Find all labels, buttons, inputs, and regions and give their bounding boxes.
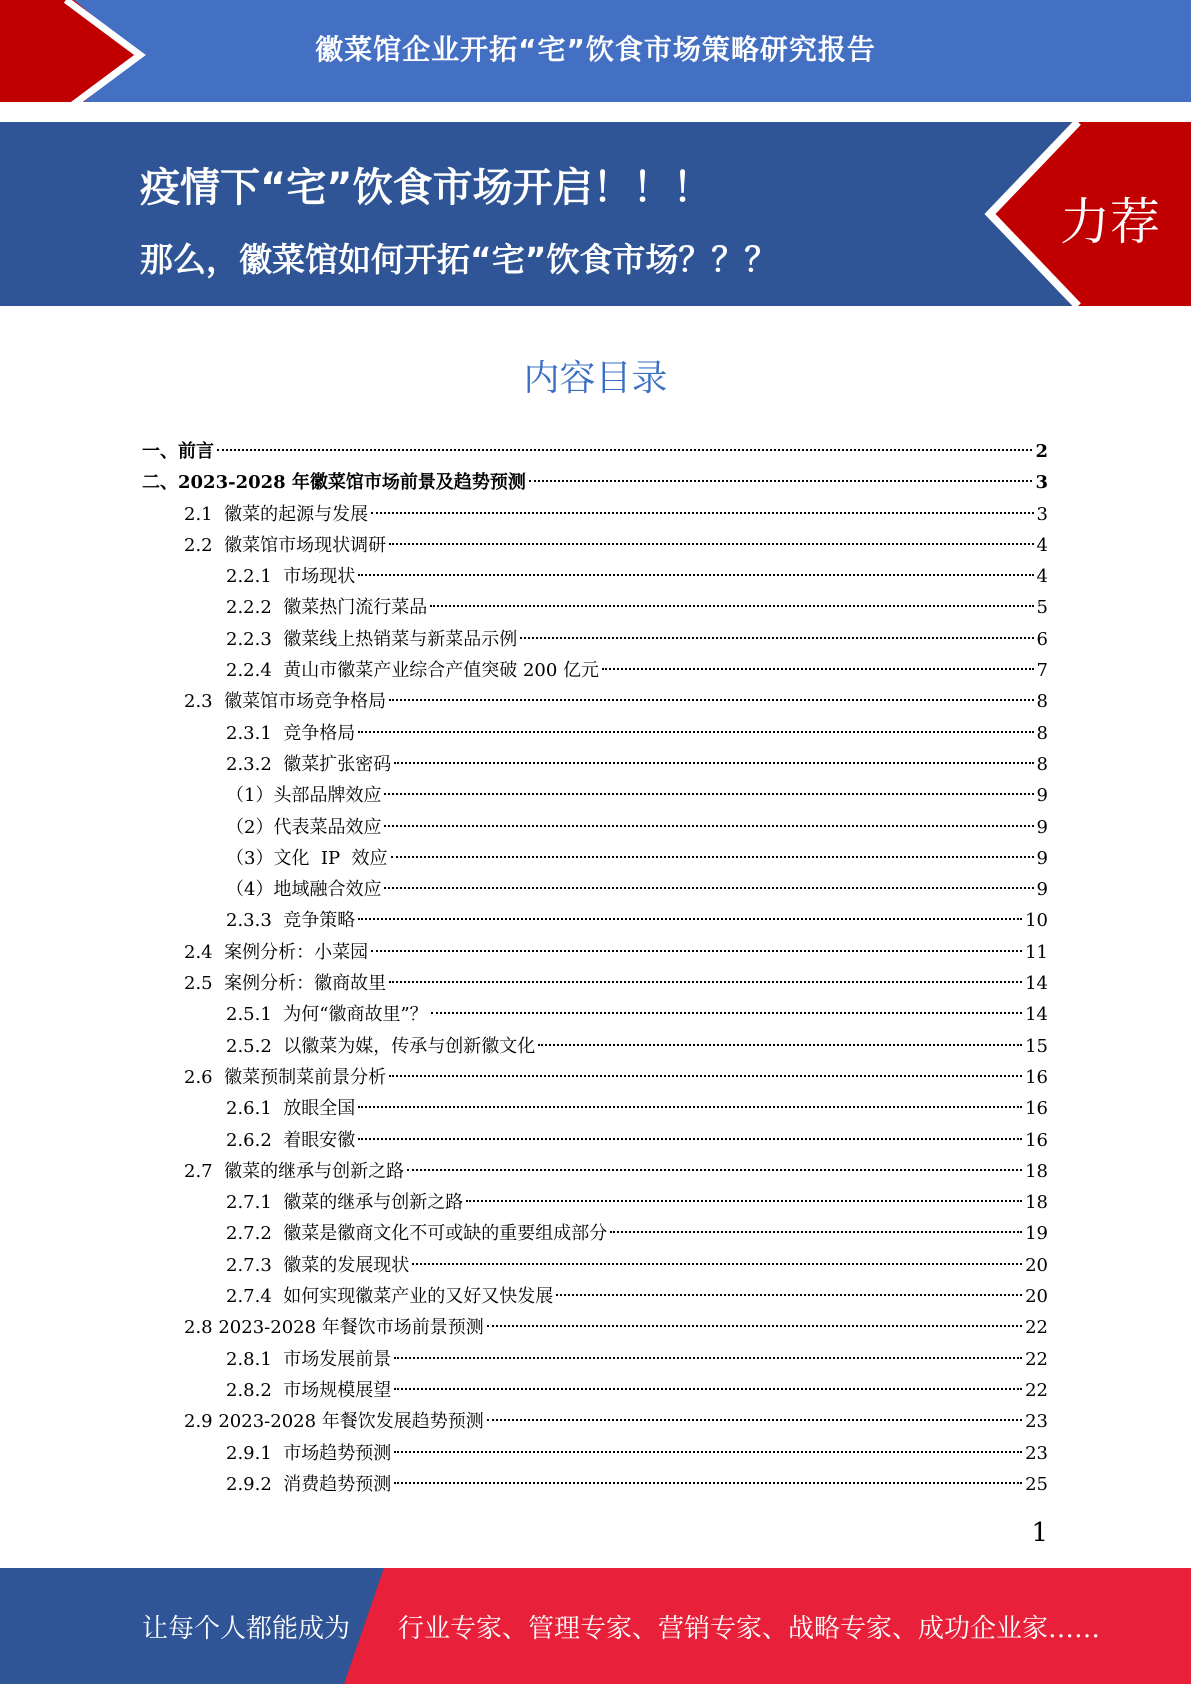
toc-dot-leader — [431, 1012, 1022, 1014]
toc-entry-title: 头部品牌效应 — [273, 785, 382, 807]
toc-entry-title: 2023-2028 年徽菜馆市场前景及趋势预测 — [178, 472, 526, 494]
toc-entry[interactable] — [142, 1250, 1048, 1281]
toc-entry-page: 23 — [1025, 1442, 1048, 1464]
footer-slogan-left: 让每个人都能成为 — [142, 1614, 351, 1644]
toc-entry-title: 文化 IP 效应 — [273, 847, 388, 869]
toc-entry-page: 19 — [1025, 1223, 1048, 1245]
toc-entry-title: 2023-2028 年餐饮发展趋势预测 — [218, 1411, 484, 1433]
page-number: 1 — [1031, 1518, 1048, 1548]
toc-entry-title: 徽菜扩张密码 — [283, 753, 392, 775]
toc-dot-leader — [384, 793, 1033, 795]
top-header-band — [0, 0, 1191, 110]
toc-entry[interactable] — [142, 1062, 1048, 1093]
toc-entry-page: 10 — [1025, 910, 1048, 932]
toc-entry-number: 2.8.2 — [226, 1379, 284, 1401]
toc-entry-page: 8 — [1036, 753, 1048, 775]
toc-entry[interactable] — [142, 436, 1048, 467]
toc-dot-leader — [389, 981, 1022, 983]
toc-entry-page: 22 — [1025, 1317, 1048, 1339]
toc-entry[interactable] — [142, 530, 1048, 561]
toc-entry-number: 2.4 — [184, 941, 225, 963]
toc-entry[interactable] — [142, 1156, 1048, 1187]
toc-entry[interactable] — [142, 1375, 1048, 1406]
toc-entry-number: 2.2.3 — [226, 628, 284, 650]
toc-entry[interactable] — [142, 1469, 1048, 1500]
toc-entry[interactable] — [142, 937, 1048, 968]
toc-entry-page: 6 — [1036, 628, 1048, 650]
toc-entry[interactable] — [142, 1031, 1048, 1062]
toc-entry-number: 2.7 — [184, 1160, 225, 1182]
toc-entry-title: 市场趋势预测 — [283, 1442, 392, 1464]
toc-dot-leader — [394, 1357, 1022, 1359]
footer-slogan-right: 行业专家、管理专家、营销专家、战略专家、成功企业家…… — [398, 1614, 1101, 1644]
toc-dot-leader — [529, 480, 1033, 482]
toc-entry-number: 2.8.1 — [226, 1348, 284, 1370]
toc-entry-title: 案例分析：徽商故里 — [224, 973, 387, 995]
toc-entry-number: 2.1 — [184, 503, 225, 525]
toc-entry-number: 2.9.1 — [226, 1442, 284, 1464]
toc-dot-leader — [394, 762, 1033, 764]
toc-entry-number: 2.5.1 — [226, 1004, 284, 1026]
toc-entry-page: 16 — [1025, 1098, 1048, 1120]
toc-entry-title: 徽菜的继承与创新之路 — [283, 1192, 464, 1214]
toc-dot-leader — [556, 1294, 1022, 1296]
toc-entry-title: 消费趋势预测 — [283, 1473, 392, 1495]
toc-entry-page: 9 — [1036, 785, 1048, 807]
toc-dot-leader — [610, 1231, 1022, 1233]
toc-entry-title: 市场发展前景 — [283, 1348, 392, 1370]
toc-entry-page: 11 — [1025, 941, 1048, 963]
toc-entry-title: 竞争策略 — [283, 910, 356, 932]
toc-entry-page: 3 — [1036, 503, 1048, 525]
toc-dot-leader — [466, 1200, 1022, 1202]
toc-entry[interactable] — [142, 686, 1048, 717]
toc-entry-page: 22 — [1025, 1348, 1048, 1370]
toc-dot-leader — [358, 918, 1022, 920]
toc-entry-title: 代表菜品效应 — [273, 816, 382, 838]
toc-entry-number: 2.8 — [184, 1317, 219, 1339]
toc-entry-page: 18 — [1025, 1160, 1048, 1182]
toc-entry-number: 一、 — [142, 441, 178, 462]
toc-entry-page: 15 — [1025, 1035, 1048, 1057]
toc-entry[interactable] — [142, 999, 1048, 1030]
toc-entry[interactable] — [142, 1125, 1048, 1156]
toc-entry[interactable] — [142, 1218, 1048, 1249]
toc-entry-title: 市场现状 — [283, 566, 356, 588]
toc-entry-number: 2.5 — [184, 973, 225, 995]
banner-headline: 疫情下“宅”饮食市场开启！！！ — [140, 165, 713, 211]
toc-entry-number: 2.6.1 — [226, 1098, 284, 1120]
toc-dot-leader — [487, 1325, 1022, 1327]
toc-dot-leader — [602, 668, 1033, 670]
toc-entry-title: 徽菜预制菜前景分析 — [224, 1066, 387, 1088]
banner-subheadline: 那么，徽菜馆如何开拓“宅”饮食市场？？？ — [140, 240, 778, 279]
toc-entry-page: 14 — [1025, 1004, 1048, 1026]
toc-entry[interactable] — [142, 624, 1048, 655]
toc-entry-number: 2.7.2 — [226, 1223, 284, 1245]
toc-heading: 内容目录 — [523, 358, 668, 399]
toc-entry-number: 2.5.2 — [226, 1035, 284, 1057]
toc-entry-title: 市场规模展望 — [283, 1379, 392, 1401]
toc-entry-page: 23 — [1025, 1411, 1048, 1433]
toc-entry[interactable] — [142, 968, 1048, 999]
toc-entry-number: 2.3.3 — [226, 910, 284, 932]
toc-entry-number: 2.2.1 — [226, 566, 284, 588]
toc-entry[interactable] — [142, 1406, 1048, 1437]
toc-entry-page: 22 — [1025, 1379, 1048, 1401]
toc-entry-page: 8 — [1036, 691, 1048, 713]
toc-entry-number: 2.7.4 — [226, 1286, 284, 1308]
toc-entry[interactable] — [142, 655, 1048, 686]
toc-entry-title: 徽菜馆市场竞争格局 — [224, 691, 387, 713]
toc-dot-leader — [407, 1169, 1022, 1171]
toc-entry-title: 案例分析：小菜园 — [224, 941, 369, 963]
toc-entry-page: 14 — [1025, 973, 1048, 995]
toc-entry[interactable] — [142, 843, 1048, 874]
toc-entry-title: 为何“徽商故里”？ — [283, 1004, 428, 1026]
toc-entry-title: 徽菜的起源与发展 — [224, 503, 369, 525]
toc-dot-leader — [217, 449, 1032, 451]
toc-entry-page: 9 — [1036, 816, 1048, 838]
toc-dot-leader — [394, 1451, 1022, 1453]
toc-entry-page: 20 — [1025, 1254, 1048, 1276]
toc-entry-number: （4） — [226, 879, 274, 901]
toc-dot-leader — [371, 512, 1033, 514]
promo-banner — [0, 122, 1191, 306]
toc-dot-leader — [389, 543, 1033, 545]
toc-entry[interactable] — [142, 1438, 1048, 1469]
report-title: 徽菜馆企业开拓“宅”饮食市场策略研究报告 — [315, 33, 876, 66]
toc-entry-page: 5 — [1036, 597, 1048, 619]
toc-dot-leader — [430, 605, 1033, 607]
toc-dot-leader — [389, 1075, 1022, 1077]
toc-dot-leader — [394, 1388, 1022, 1390]
toc-entry[interactable] — [142, 718, 1048, 749]
toc-entry-number: 2.6.2 — [226, 1129, 284, 1151]
toc-entry[interactable] — [142, 905, 1048, 936]
toc-entry-number: 2.2.4 — [226, 660, 284, 682]
toc-dot-leader — [538, 1044, 1022, 1046]
toc-entry-number: 2.9.2 — [226, 1473, 284, 1495]
toc-dot-leader — [358, 574, 1033, 576]
toc-entry[interactable] — [142, 1281, 1048, 1312]
toc-entry-number: 2.7.1 — [226, 1192, 284, 1214]
toc-entry-page: 18 — [1025, 1192, 1048, 1214]
toc-entry-page: 16 — [1025, 1066, 1048, 1088]
toc-entry-page: 2 — [1035, 441, 1048, 462]
table-of-contents — [142, 436, 1048, 1500]
toc-entry-page: 9 — [1036, 847, 1048, 869]
toc-entry[interactable] — [142, 1344, 1048, 1375]
toc-entry-number: （1） — [226, 785, 274, 807]
toc-entry-page: 9 — [1036, 879, 1048, 901]
toc-entry-number: （2） — [226, 816, 274, 838]
toc-entry-number: 2.3.1 — [226, 722, 284, 744]
toc-entry-page: 20 — [1025, 1286, 1048, 1308]
toc-entry[interactable] — [142, 499, 1048, 530]
toc-entry[interactable] — [142, 467, 1048, 498]
toc-dot-leader — [371, 950, 1022, 952]
toc-dot-leader — [412, 1263, 1022, 1265]
toc-entry[interactable] — [142, 1093, 1048, 1124]
toc-entry-page: 4 — [1036, 566, 1048, 588]
toc-entry-title: 2023-2028 年餐饮市场前景预测 — [218, 1317, 484, 1339]
toc-dot-leader — [389, 699, 1033, 701]
toc-entry-page: 3 — [1035, 472, 1048, 494]
toc-entry-title: 徽菜馆市场现状调研 — [224, 534, 387, 556]
toc-entry-page: 16 — [1025, 1129, 1048, 1151]
recommend-badge: 力荐 — [1060, 193, 1160, 251]
toc-entry-title: 徽菜是徽商文化不可或缺的重要组成部分 — [283, 1223, 608, 1245]
toc-entry-number: 2.3 — [184, 691, 225, 713]
toc-entry-page: 7 — [1036, 660, 1048, 682]
toc-entry[interactable] — [142, 812, 1048, 843]
toc-entry-number: 2.3.2 — [226, 753, 284, 775]
toc-entry-title: 放眼全国 — [283, 1098, 356, 1120]
toc-entry-title: 着眼安徽 — [283, 1129, 356, 1151]
toc-entry-number: 2.2 — [184, 534, 225, 556]
toc-entry-number: 2.2.2 — [226, 597, 284, 619]
toc-dot-leader — [384, 825, 1033, 827]
toc-dot-leader — [358, 1138, 1022, 1140]
toc-entry-page: 4 — [1036, 534, 1048, 556]
toc-entry-title: 徽菜热门流行菜品 — [283, 597, 428, 619]
toc-entry-title: 如何实现徽菜产业的又好又快发展 — [283, 1286, 554, 1308]
toc-dot-leader — [358, 731, 1033, 733]
toc-entry-page: 25 — [1025, 1473, 1048, 1495]
toc-entry-title: 徽菜线上热销菜与新菜品示例 — [283, 628, 518, 650]
toc-entry[interactable] — [142, 874, 1048, 905]
toc-dot-leader — [520, 637, 1033, 639]
toc-entry[interactable] — [142, 561, 1048, 592]
toc-entry-number: 2.9 — [184, 1411, 219, 1433]
toc-entry[interactable] — [142, 780, 1048, 811]
toc-entry-number: 2.7.3 — [226, 1254, 284, 1276]
toc-dot-leader — [384, 887, 1033, 889]
toc-entry[interactable] — [142, 1312, 1048, 1343]
toc-entry-title: 竞争格局 — [283, 722, 356, 744]
toc-entry-title: 地域融合效应 — [273, 879, 382, 901]
footer-band — [0, 1568, 1191, 1684]
toc-entry-title: 前言 — [178, 441, 214, 462]
toc-entry-title: 以徽菜为媒，传承与创新徽文化 — [283, 1035, 536, 1057]
toc-entry-number: （3） — [226, 847, 274, 869]
toc-entry-number: 2.6 — [184, 1066, 225, 1088]
toc-entry[interactable] — [142, 1187, 1048, 1218]
toc-entry[interactable] — [142, 592, 1048, 623]
toc-entry-title: 徽菜的发展现状 — [283, 1254, 410, 1276]
toc-entry[interactable] — [142, 749, 1048, 780]
toc-entry-title: 黄山市徽菜产业综合产值突破 200 亿元 — [283, 660, 600, 682]
toc-dot-leader — [394, 1482, 1022, 1484]
toc-dot-leader — [391, 856, 1034, 858]
toc-entry-title: 徽菜的继承与创新之路 — [224, 1160, 405, 1182]
toc-dot-leader — [487, 1419, 1022, 1421]
toc-entry-number: 二、 — [142, 472, 178, 494]
toc-entry-page: 8 — [1036, 722, 1048, 744]
toc-dot-leader — [358, 1106, 1022, 1108]
